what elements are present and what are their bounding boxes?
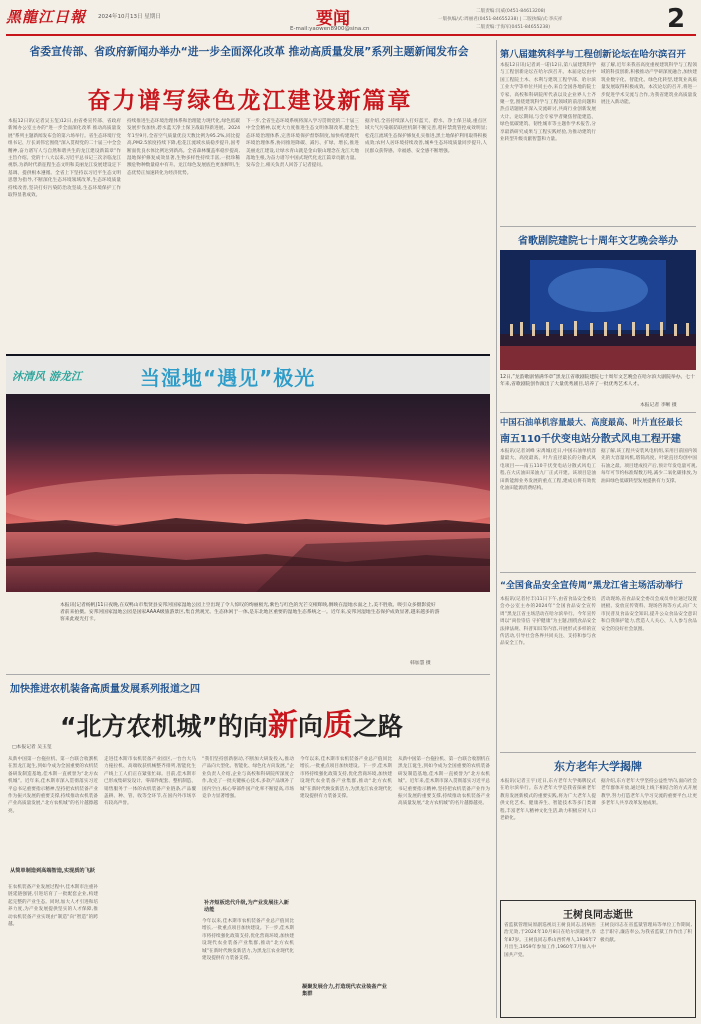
story2-col-3b: 今年以来,佳木斯市农机装备产业总产值同比增长,一批重点项目加快建设。下一步,佳木斯市将持续强化政策支持,优化营商环境,加快建设现代农业装备产业集群,推动“北方农机城”在新时代焕发新活力,为黑龙江农业现代化建设提供有力装备支撑。 [202, 919, 294, 962]
story2-subhead-3: 凝聚发展合力,打造现代农业装备产业集群 [302, 984, 387, 997]
main-story-col-4: 据介绍,全省持续深入打好蓝天、碧水、净土保卫战,重点区域大气污染联防联控机制不断完善,秸秆禁烧管控成效明显;松花江流域生态保护修复扎实推进,黑土地保护利用取得积极成效;农村人居环境持续改善,城乡生态环境质量同步提升,人民群众获得感、幸福感、安全感不断增强。 [365, 119, 487, 154]
story2-col-5: 从新中国第一台拖拉机、第一台联合收割机在黑龙江诞生,到如今成为全国重要的农机装备研发制造基地,佳木斯一直被誉为“北方农机城”。近年来,佳木斯市深入贯彻落实习近平总书记重要指示精神,坚持把农机装备产业作为振兴发展的重要支撑,持续推动农机装备产业高质量发展,“北方农机城”的名片越擦越亮。 [398, 757, 490, 807]
right4-col-1: 本报讯(记者付丰)11日下午,由省食品安全委员会办公室主办的2024年“全国食品安全宣传周”黑龙江省主场活动在哈尔滨举行。今年宣传周以“尚俭崇信 守护健康”为主题,围绕食品安全法律法规、科普知识等内容,开展形式多样的宣传活动,引导社会各界共同关注、支持和参与食品安全工作。 [500, 597, 596, 647]
section-title: 要闻 [316, 9, 350, 29]
editor-line-3: 二版责编:于海军(0451-84655238) [476, 25, 551, 30]
masthead-date: 2024年10月13日 星期日 [98, 14, 161, 20]
column-separator [496, 40, 497, 1018]
main-story-col-3: 下一步,全省生态环境系统将深入学习贯彻党的二十届三中全会精神,以更大力度推进生态文明体制改革,健全生态环境治理体系,完善环境保护督察制度,加快构建现代环境治理体系,协同推进降碳、减污、扩绿、增长,推进美丽龙江建设,让绿水青山就是金山银山理念在龙江大地落地生根,为奋力谱写中国式现代化龙江篇章贡献力量。发布会上,相关负责人回答了记者提问。 [246, 119, 359, 169]
divider-right-1 [500, 226, 696, 227]
right2-credit: 本报记者 李晰 摄 [640, 403, 677, 408]
main-story-col-1: 本报12日讯(记者吴玉玺)12日,由省委宣传部、省政府新闻办公室主办的“进一步全面深化改革 推动高质量发展”系列主题新闻发布会的第六场举行。省生态环境厅党组书记、厅长刘伟宏围绕“深入贯彻党的二十届三中全会精神,奋力谱写人与自然和谐共生的龙江建设新篇章”作主旨介绍。党的十八大以来,习近平总书记三次亲临龙江视察,为新时代新征程生态文明和美丽龙江发展建设定下基调、提供根本遵循。全省上下坚持以习近平生态文明思想为指导,不断深化生态环境领域改革,生态环境质量持续改善,坚决打好污染防治攻坚战,生态环境保护工作取得显著成效。 [8, 119, 121, 199]
right1-title: 第八届建筑科学与工程创新论坛在哈尔滨召开 [500, 49, 686, 60]
obituary-col-2: 王树良同志在省监狱管理局等单位工作期间,忠于职守,廉洁奉公,为我省监狱工作作出了积极贡献。 [600, 923, 692, 943]
story2-col-2: 走进佳木斯市农机装备产业园区,一台台大马力拖拉机、高端收获机械整齐排列,智能化生产线上工人们正在紧张忙碌。目前,佳木斯市已形成集研发设计、零部件配套、整机制造、销售服务于一体的农机装备产业链条,产品覆盖耕、种、管、收等全环节,在国内外市场享有较高声誉。 [104, 757, 196, 807]
right5-col-1: 本报讯(记者王宇)近日,东方老年大学揭牌仪式在哈尔滨举行。东方老年大学是我省探索老年教育发展新模式的重要实践,将为广大老年人提供文化艺术、健康养生、智能技术等多门类课程,丰富老年人精神文化生活,助力积极应对人口老龄化。 [500, 779, 596, 822]
story2-title-qual: 质 [322, 708, 353, 743]
banner-logo: 沐清风 游龙江 [12, 370, 82, 383]
right3-title: 南五110千伏变电站分散式风电工程开建 [500, 434, 681, 445]
divider-right-3 [500, 572, 696, 573]
right1-col-1: 本报12日讯(记者刘一诺)12日,第八届建筑科学与工程创新论坛在哈尔滨召开。本届论坛由中国工程院土木、水利与建筑工程学部、哈尔滨工业大学等单位共同主办,来自全国各地的院士专家、高校和科研院所代表以及企业界人士齐聚一堂,围绕建筑科学与工程领域的前沿问题和热点话题展开深入交流研讨,共商行业创新发展大计。论坛期间,与会专家学者聚焦智能建造、绿色低碳建筑、韧性城市等主题作学术报告,分享最新研究成果与工程实践经验,为推动建筑行业转型升级贡献智慧和力量。 [500, 63, 596, 143]
story2-subhead-2: 补齐短板迭代升级,为产业发展注入新动能 [204, 900, 289, 913]
story2-col-1: 从新中国第一台拖拉机、第一台联合收割机在黑龙江诞生,到如今成为全国重要的农机装备研发制造基地,佳木斯一直被誉为“北方农机城”。近年来,佳木斯市深入贯彻落实习近平总书记重要指示精神,坚持把农机装备产业作为振兴发展的重要支撑,持续推动农机装备产业高质量发展,“北方农机城”的名片越擦越亮。 [8, 757, 98, 814]
main-story-col-2: 持续推进生态环境治理体系和治理能力现代化,绿色低碳发展步伐加快,碧水蓝天净土保卫战取得新进展。2024年1至9月,全省空气质量优良天数比例为95.2%,同比提高,PM2.5浓度持续下降,松花江流域水质稳步提升,国考断面优良水体比例达到新高。全省森林覆盖率稳步提高,湿地保护修复成效显著,生物多样性持续丰富,一批珍稀濒危物种数量稳中有升。龙江绿色发展底色更加鲜明,生态优势正加速转化为经济优势。 [127, 119, 240, 176]
right3-kicker: 中国石油单机容量最大、高度最高、叶片直径最长 [500, 417, 683, 427]
story2-series: 加快推进农机装备高质量发展系列报道之四 [10, 684, 200, 695]
right4-title: “全国食品安全宣传周”黑龙江省主场活动举行 [500, 581, 683, 591]
story2-col-3: “我们坚持创新驱动,不断加大研发投入,推动产品向大型化、智能化、绿色化方向发展。”企业负责人介绍,企业与高校和科研院所深度合作,攻克了一批关键核心技术,多款产品填补了国内空白,核心零部件国产化率不断提高,市场竞争力显著增强。 [202, 757, 294, 800]
aurora-caption: 本报讯(记者杨帆)11日夜晚,在双鸭山市集贤县安邦河国家湿地公园上空出现了令人惊叹的绚丽极光,紫色与红色的光芒交相辉映,倒映在湿地水面之上,美不胜收。吸引众多摄影爱好者前来拍摄。安邦河国家湿地公园是国家AAAA级旅游景区,集自然观光、生态休闲于一体,是东北地区重要的湿地生态系统之一。近年来,安邦河湿地生态保护成效显著,越来越多的游客来此观光打卡。 [60, 603, 440, 623]
banner-title: 当湿地“遇见”极光 [140, 366, 316, 390]
main-story-title: 奋力谱写绿色龙江建设新篇章 [87, 88, 413, 114]
story2-title [60, 700, 403, 744]
section-email: E-mail:yaowen8900@sina.cn [290, 26, 370, 32]
story2-col-1b: 在农机装备产业发展过程中,佳木斯市注重补链延链强链,引进培育了一批配套企业,构建起完整的产业生态。同时,加大人才引进和培养力度,为产业发展提供坚实的人才保障,推动农机装备产业实现由“制造”向“智造”的跨越。 [8, 885, 98, 928]
opera-photo [500, 250, 696, 370]
divider-right-4 [500, 752, 696, 753]
right4-col-2: 活动现场,省食品安全委员会成员单位通过设置展板、发放宣传资料、现场咨询等方式,向广大市民普及食品安全知识,提升公众食品安全意识和自我保护能力,营造人人关心、人人参与食品安全的良好社会氛围。 [601, 597, 697, 632]
divider-right-2 [500, 412, 696, 413]
right3-col-2: 据了解,该工程共安装风电机组,采用目前国内领先的大容量风机,塔筒高度、叶轮直径均创中国石油之最。项目建成投产后,预计年发电量可观,每年可节约标准煤数万吨,减少二氧化碳排放,为油田绿色低碳转型发展提供有力支撑。 [601, 449, 697, 484]
editor-line-1: 二版责编:闫威(0451-84613208) [476, 9, 546, 14]
story2-col-4: 今年以来,佳木斯市农机装备产业总产值同比增长,一批重点项目加快建设。下一步,佳木斯市将持续强化政策支持,优化营商环境,加快建设现代农业装备产业集群,推动“北方农机城”在新时代焕发新活力,为黑龙江农业现代化建设提供有力装备支撑。 [300, 757, 392, 800]
story2-byline: □本报记者 吴玉玺 [12, 745, 52, 750]
aurora-credit: 韩加慧 摄 [410, 661, 431, 666]
right5-title: 东方老年大学揭牌 [554, 760, 642, 773]
main-story-kicker: 省委宣传部、省政府新闻办举办“进一步全面深化改革 推动高质量发展”系列主题新闻发布会 [29, 45, 469, 58]
masthead-logo: 黑龍江日報 [6, 8, 87, 26]
right1-col-2: 据了解,近年来我省高度重视建筑科学与工程领域的科技创新,积极推动产学研深度融合,加快建筑业数字化、智能化、绿色化转型,建筑业高质量发展取得积极成效。本次论坛的召开,将进一步促进学术交流与合作,为我省建筑业高质量发展注入新动能。 [601, 63, 697, 106]
opera-photo-art [500, 250, 696, 370]
page-number: 2 [667, 4, 686, 34]
masthead-rule [6, 34, 696, 36]
story2-title-end: 之路 [352, 712, 403, 741]
story2-title-pre: “北方农机城”的向 [60, 712, 268, 741]
editor-line-2: 一版执编/式:周丽君(0451-84655238) | 二版执编/式:李庆祥 [438, 17, 563, 22]
right2-title: 省歌剧院建院七十周年文艺晚会举办 [518, 236, 678, 247]
right2-caption: 12日,“龙韵歌剧情满华章”黑龙江省歌剧院建院七十周年文艺晚会在哈尔滨大剧院举办。七十年来,省歌剧院创作演出了大量优秀剧目,培养了一批优秀艺术人才。 [500, 375, 695, 388]
right3-col-1: 本报讯(记者刘峰 宋禹城)近日,中国石油单机容量最大、高度最高、叶片直径最长的分散式风电项目——南五110千伏变电站分散式风电工程,在大庆油田采油九厂正式开建。该项目是油田新能源业务发展的重点工程,建成后将有效优化油田能源消费结构。 [500, 449, 596, 492]
obituary-col-1: 省监狱管理局原副巡视员王树良同志,因病医治无效,于2024年10月8日在哈尔滨逝世,享年87岁。王树良同志系山西忻州人,1936年7月出生,1959年参加工作,1960年7月加入中国共产党。 [504, 923, 596, 958]
divider-left-mid [6, 674, 490, 675]
story2-title-mid: 向 [297, 712, 323, 741]
story2-subhead-1: 从简单制造到高端智造,实现质的飞跃 [10, 868, 95, 874]
story2-title-new: 新 [267, 708, 298, 743]
obituary-title: 王树良同志逝世 [563, 910, 633, 921]
right5-col-2: 据介绍,东方老年大学坚持公益性导向,面向社会老年群体开放,通过线上线下相结合的方式开展教学,努力打造老年人学习交流的重要平台,让更多老年人共享改革发展成果。 [601, 779, 697, 807]
